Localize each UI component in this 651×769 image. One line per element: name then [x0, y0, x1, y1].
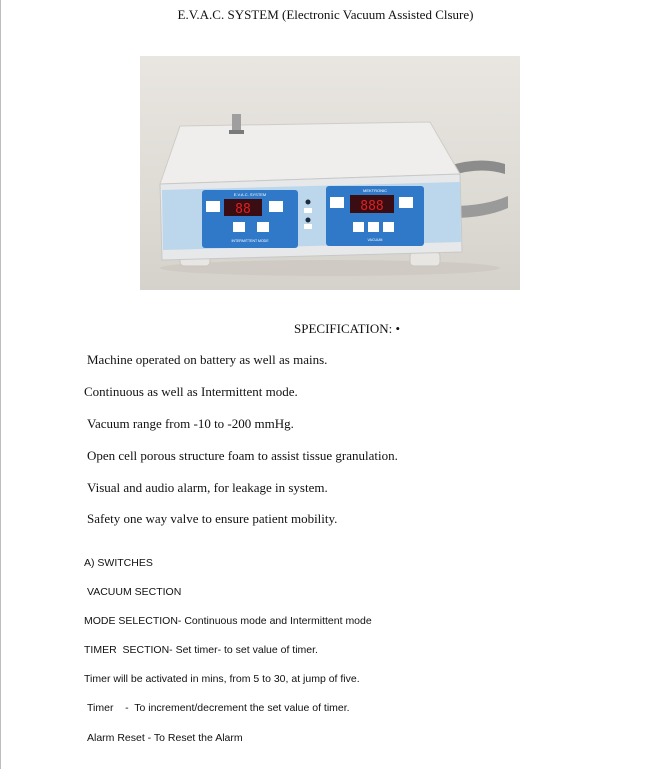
nozzle-base [229, 130, 244, 134]
indicator-label [304, 208, 312, 213]
switches-heading: A) SWITCHES [84, 557, 153, 569]
feature-line: Open cell porous structure foam to assist tissue granulation. [87, 448, 398, 463]
timer-increment-line: Timer - To increment/decrement the set value of timer. [87, 702, 350, 714]
shadow [160, 260, 500, 276]
feature-line: Visual and audio alarm, for leakage in system. [87, 480, 328, 495]
left-panel-footer: INTERMITTENT MODE [231, 239, 269, 243]
feature-line: Machine operated on battery as well as mains. [87, 352, 328, 367]
right-unit-button [399, 197, 413, 208]
right-mode-button [330, 197, 344, 208]
device-photo [140, 56, 520, 290]
reset-button [257, 222, 269, 232]
left-panel-label: E.V.A.C. SYSTEM [233, 192, 267, 197]
left-mode-button [206, 201, 220, 212]
mode-selection-line: MODE SELECTION- Continuous mode and Intermittent mode [84, 615, 372, 627]
right-display-digits: 888 [360, 199, 384, 214]
timer-button [233, 222, 245, 232]
device-illustration [140, 56, 520, 290]
vacuum-plus-button [353, 222, 364, 232]
left-display-digits: 88 [235, 202, 251, 217]
timer-section-line: TIMER SECTION- Set timer- to set value of timer. [84, 644, 318, 656]
feature-line: Vacuum range from -10 to -200 mmHg. [87, 416, 294, 431]
alarm-reset-line: Alarm Reset - To Reset the Alarm [87, 732, 243, 744]
device-top [160, 122, 460, 184]
timer-activation-line: Timer will be activated in mins, from 5 to 30, at jump of five. [84, 673, 360, 685]
right-panel-footer: VACUUM [367, 238, 383, 242]
vacuum-enter-button [368, 222, 379, 232]
nozzle [232, 114, 241, 132]
right-panel-label: MEKTRONIC [363, 188, 387, 193]
vacuum-minus-button [383, 222, 394, 232]
indicator-led-1 [306, 200, 311, 205]
specification-heading: SPECIFICATION: • [294, 321, 401, 336]
vacuum-section-heading: VACUUM SECTION [87, 586, 182, 598]
page-edge [0, 0, 1, 769]
left-unit-button [269, 201, 283, 212]
document-title: E.V.A.C. SYSTEM (Electronic Vacuum Assisted Clsure) [177, 7, 474, 22]
indicator-led-2 [306, 218, 311, 223]
foot-right [410, 252, 440, 266]
feature-line: Continuous as well as Intermittent mode. [84, 384, 298, 399]
indicator-label-2 [304, 224, 312, 229]
feature-line: Safety one way valve to ensure patient mobility. [87, 511, 338, 526]
